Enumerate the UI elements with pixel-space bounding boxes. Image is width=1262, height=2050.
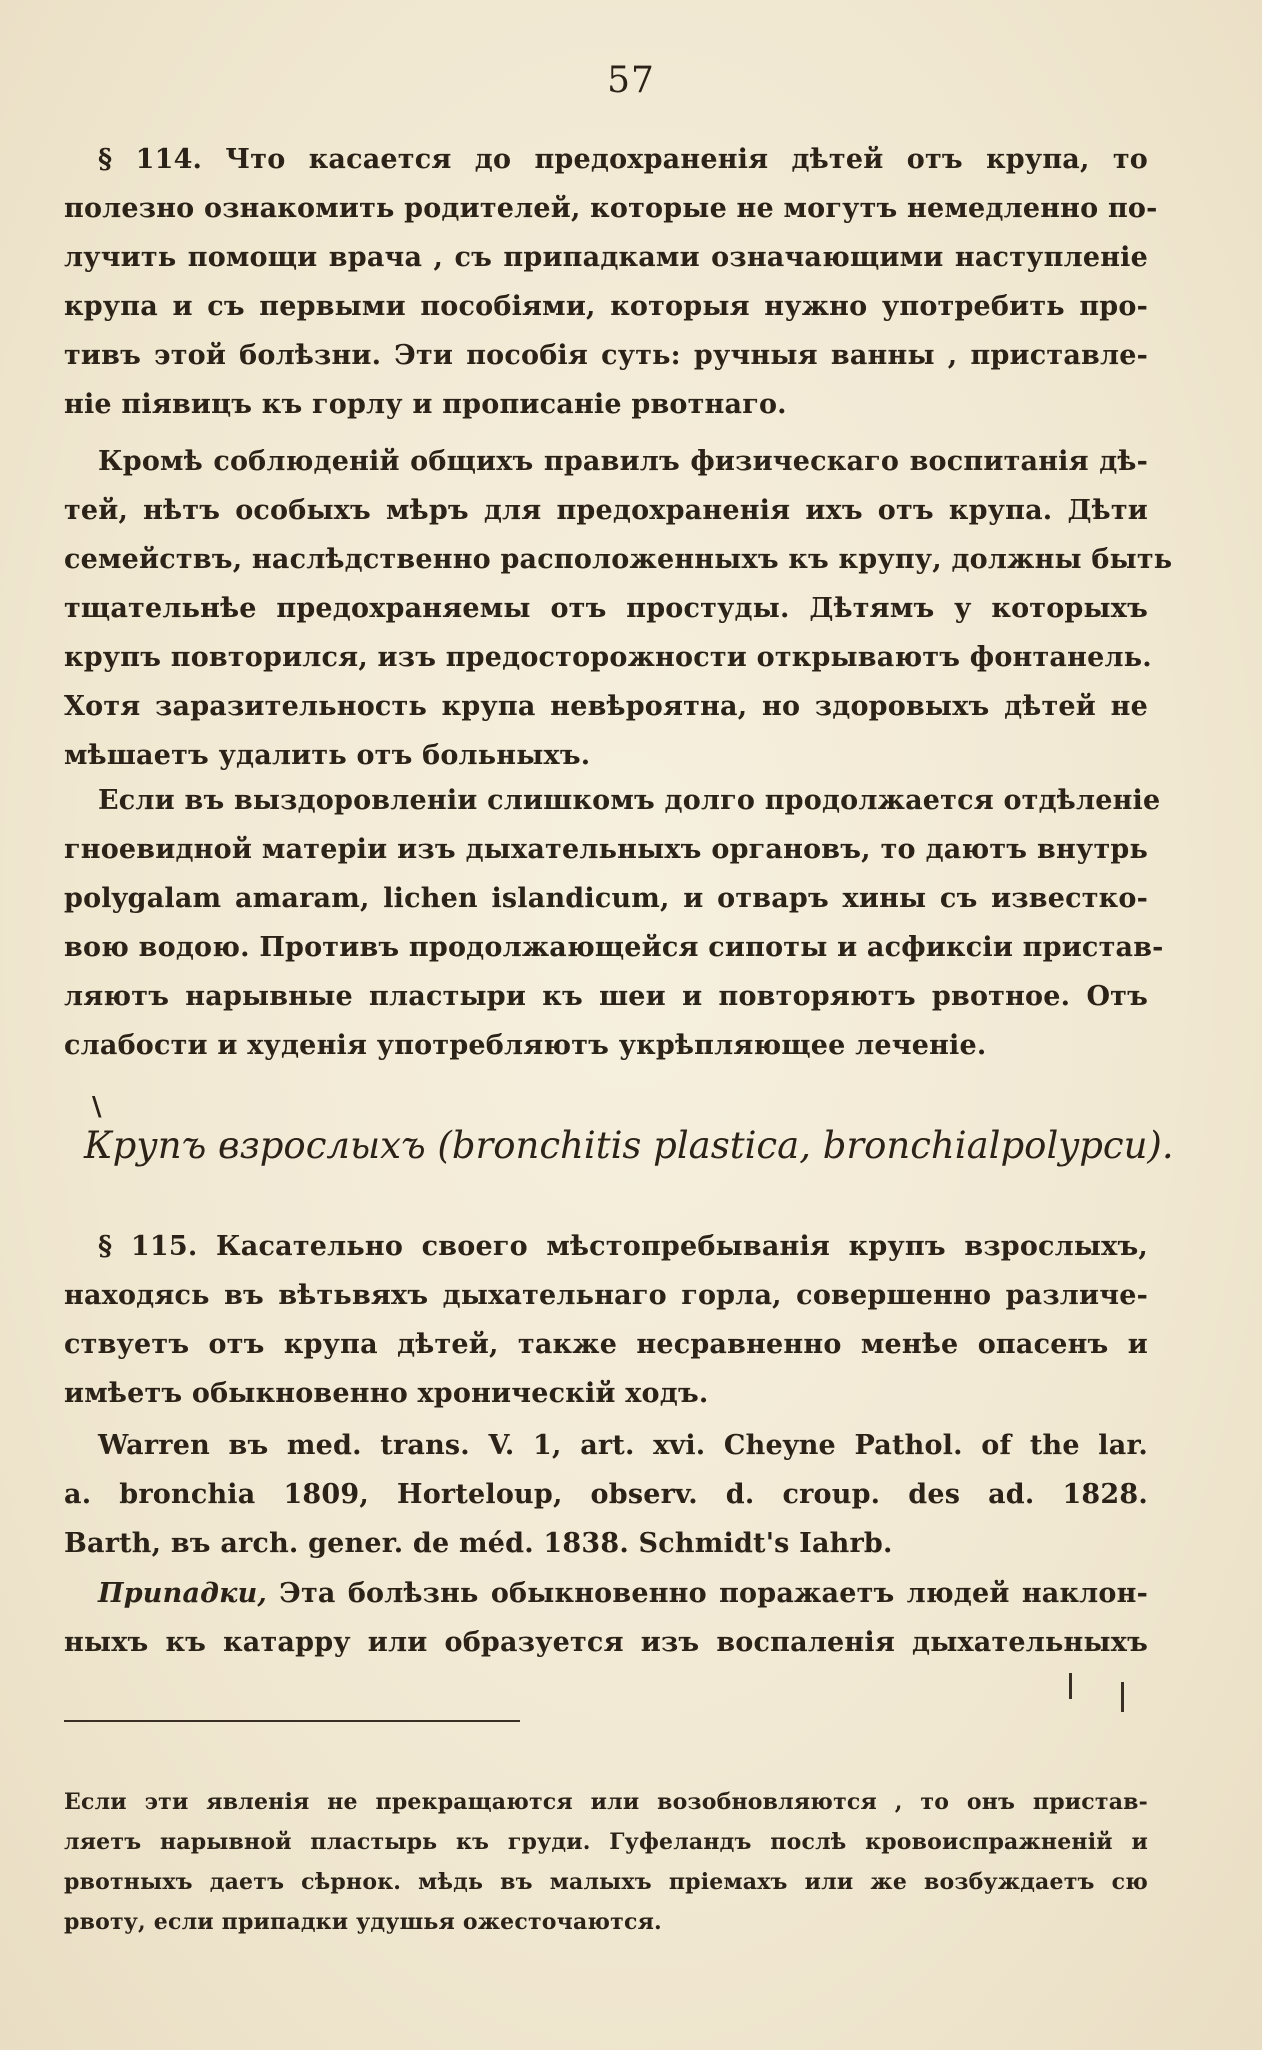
paragraph-symptoms (64, 1569, 1148, 1667)
text-line: находясь въ вѣтьвяхъ дыхательнаго горла, совершенно различе- (64, 1280, 1148, 1311)
footnote-rule (64, 1720, 520, 1722)
text-line: § 114. Что касается до предохраненія дѣтей отъ крупа, то (98, 144, 1148, 175)
text-line: тщательнѣе предохраняемы отъ простуды. Дѣтямъ у которыхъ (64, 593, 1148, 624)
paragraph-114 (64, 135, 1158, 429)
symptoms-text: Эта болѣзнь обыкновенно поражаетъ людей наклон- (267, 1578, 1148, 1609)
text-line: ныхъ къ катарру или образуется изъ воспаленія дыхательныхъ (64, 1627, 1148, 1658)
page-number: 57 (607, 60, 655, 101)
footnote-line: рвотныхъ даетъ сѣрнок. мѣдь въ малыхъ пріемахъ или же возбуждаетъ сю (64, 1869, 1148, 1895)
text-line: § 115. Касательно своего мѣстопребыванія крупъ взрослыхъ, (98, 1231, 1148, 1262)
reference-line: a. bronchia 1809, Horteloup, observ. d. croup. des ad. 1828. (64, 1479, 1148, 1510)
text-line: Кромѣ соблюденій общихъ правилъ физическаго воспитанія дѣ- (98, 446, 1148, 477)
footnote-line: рвоту, если припадки удушья ожесточаются. (64, 1909, 662, 1935)
text-line: Если въ выздоровленіи слишкомъ долго продолжается отдѣленіе (98, 785, 1161, 816)
paragraph-prevention (64, 437, 1173, 780)
section-heading: Крупъ взрослыхъ (bronchitis plastica, bronchialpolypcu). (84, 1124, 1174, 1167)
text-line: ніе піявицъ къ горлу и прописаніе рвотнаго. (64, 389, 787, 420)
footnote (64, 1782, 1148, 1942)
text-line: тей, нѣтъ особыхъ мѣръ для предохраненія ихъ отъ крупа. Дѣти (64, 495, 1148, 526)
text-line: вою водою. Противъ продолжающейся сипоты и асфиксіи пристав- (64, 932, 1164, 963)
text-line (64, 1569, 1148, 1618)
text-line: тивъ этой болѣзни. Эти пособія суть: ручныя ванны , приставле- (64, 340, 1148, 371)
footnote-line: Если эти явленія не прекращаются или возобновляются , то онъ пристав- (64, 1789, 1148, 1815)
stray-mark: \ (92, 1092, 102, 1122)
stray-mark (1069, 1673, 1072, 1699)
text-line: слабости и худенія употребляютъ укрѣпляющее леченіе. (64, 1030, 987, 1061)
text-line: ствуетъ отъ крупа дѣтей, также несравненно менѣе опасенъ и (64, 1329, 1148, 1360)
text-line: лучить помощи врача , съ припадками означающими наступленіе (64, 242, 1148, 273)
text-line: мѣшаетъ удалить отъ больныхъ. (64, 740, 591, 771)
text-line: гноевидной матеріи изъ дыхательныхъ органовъ, то даютъ внутрь (64, 834, 1148, 865)
text-line: полезно ознакомить родителей, которые не могутъ немедленно по- (64, 193, 1158, 224)
text-line: Хотя заразительность крупа невѣроятна, но здоровыхъ дѣтей не (64, 691, 1148, 722)
footnote-line: ляетъ нарывной пластырь къ груди. Гуфеландъ послѣ кровоиспражненій и (64, 1829, 1148, 1855)
reference-line: Warren въ med. trans. V. 1, art. xvi. Cheyne Pathol. of the lar. (98, 1430, 1148, 1461)
references (64, 1421, 1148, 1568)
reference-line: Barth, въ arch. gener. de méd. 1838. Schmidt's Iahrb. (64, 1528, 893, 1559)
text-line: ляютъ нарывные пластыри къ шеи и повторяютъ рвотное. Отъ (64, 981, 1148, 1012)
paragraph-115 (64, 1222, 1148, 1418)
text-line: крупа и съ первыми пособіями, которыя нужно употребить про- (64, 291, 1148, 322)
paragraph-recovery (64, 776, 1164, 1070)
symptoms-lead: Припадки, (98, 1578, 268, 1609)
text-line: семействъ, наслѣдственно расположенныхъ къ крупу, должны быть (64, 544, 1173, 575)
stray-mark (1121, 1682, 1124, 1712)
text-line: крупъ повторился, изъ предосторожности открываютъ фонтанель. (64, 642, 1152, 673)
text-line: имѣетъ обыкновенно хроническій ходъ. (64, 1378, 709, 1409)
text-line: polygalam amaram, lichen islandicum, и отваръ хины съ известко- (64, 883, 1148, 914)
